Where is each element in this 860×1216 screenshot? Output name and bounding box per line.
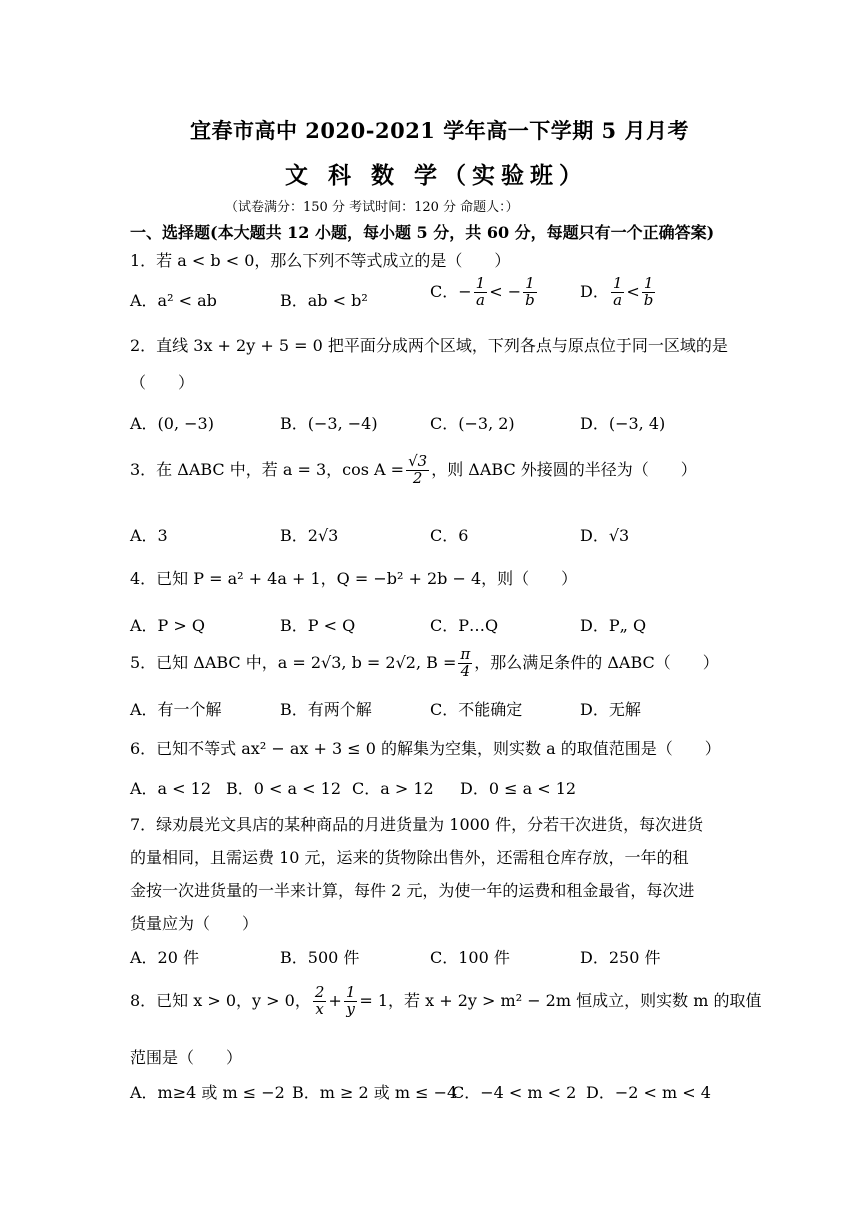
question-5-stem bbox=[130, 647, 719, 680]
q1-d-mid: < bbox=[626, 281, 640, 301]
q1-option-c bbox=[430, 276, 539, 309]
q2-option-d: D．(−3, 4) bbox=[580, 414, 666, 433]
q3-stem-pre: 3．在 ΔABC 中，若 a = 3，cos A = bbox=[130, 459, 405, 479]
q2-option-a: A．(0, −3) bbox=[130, 414, 214, 433]
q8-stem-post: = 1，若 x + 2y > m² − 2m 恒成立，则实数 m 的取值 bbox=[359, 990, 762, 1010]
question-3-stem bbox=[130, 454, 697, 487]
q5-option-b: B．有两个解 bbox=[280, 700, 372, 719]
q8-option-c: C．−4 < m < 2 bbox=[452, 1083, 577, 1102]
q5-frac bbox=[458, 647, 472, 680]
q7-option-b: B．500 件 bbox=[280, 948, 360, 967]
q3-option-a: A．3 bbox=[130, 526, 168, 545]
question-2-stem-cont: （ ） bbox=[130, 373, 195, 392]
q8-option-b: B．m ≥ 2 或 m ≤ −4 bbox=[292, 1083, 458, 1102]
q7-option-d: D．250 件 bbox=[580, 948, 661, 967]
q3-stem-post: ，则 ΔABC 外接圆的半径为（ ） bbox=[431, 459, 697, 479]
q5-stem-pre: 5．已知 ΔABC 中，a = 2√3, b = 2√2, B = bbox=[130, 652, 457, 672]
q8-plus: + bbox=[328, 990, 342, 1010]
frac-denominator: 4 bbox=[460, 661, 471, 680]
q6-option-d: D．0 ≤ a < 12 bbox=[460, 779, 577, 798]
frac-numerator: 2 bbox=[314, 983, 325, 1001]
frac-denominator: y bbox=[346, 999, 355, 1018]
question-7-line-2: 的量相同，且需运费 10 元，运来的货物除出售外，还需租仓库存放，一年的租 bbox=[130, 848, 689, 867]
page-subtitle: 文 科 数 学（实验班） bbox=[285, 162, 589, 189]
q1-option-a: A．a² < ab bbox=[130, 291, 217, 310]
question-1-stem: 1．若 a < b < 0，那么下列不等式成立的是（ ） bbox=[130, 251, 511, 270]
q4-option-a: A．P > Q bbox=[130, 616, 206, 635]
q8-frac-1 bbox=[313, 985, 327, 1018]
q3-option-c: C．6 bbox=[430, 526, 469, 545]
frac-numerator: 1 bbox=[475, 274, 486, 292]
q1-option-d bbox=[580, 276, 657, 309]
frac-numerator: 1 bbox=[345, 983, 356, 1001]
frac-denominator: a bbox=[475, 290, 485, 309]
q8-option-d: D．−2 < m < 4 bbox=[586, 1083, 711, 1102]
q4-option-b: B．P < Q bbox=[280, 616, 356, 635]
question-8-stem bbox=[130, 985, 761, 1018]
q1-d-frac-1 bbox=[611, 276, 625, 309]
q6-option-b: B．0 < a < 12 bbox=[226, 779, 341, 798]
q1-c-frac-2 bbox=[523, 276, 537, 309]
exam-info: （试卷满分：150 分 考试时间：120 分 命题人：） bbox=[225, 200, 519, 215]
frac-numerator: 1 bbox=[612, 274, 623, 292]
q8-stem-pre: 8．已知 x > 0，y > 0， bbox=[130, 990, 311, 1010]
frac-denominator: b bbox=[643, 290, 654, 309]
frac-denominator: x bbox=[315, 999, 324, 1018]
q3-option-b: B．2√3 bbox=[280, 526, 339, 545]
q5-option-a: A．有一个解 bbox=[130, 700, 222, 719]
frac-denominator: 2 bbox=[412, 468, 423, 487]
q1-c-frac-1 bbox=[474, 276, 488, 309]
q2-option-c: C．(−3, 2) bbox=[430, 414, 515, 433]
page-title: 宜春市高中 2020-2021 学年高一下学期 5 月月考 bbox=[190, 118, 689, 143]
question-8-stem-cont: 范围是（ ） bbox=[130, 1048, 243, 1067]
frac-numerator: 1 bbox=[642, 276, 656, 293]
question-2-stem: 2．直线 3x + 2y + 5 = 0 把平面分成两个区域，下列各点与原点位于同一区域的是 bbox=[130, 336, 728, 355]
q2-option-b: B．(−3, −4) bbox=[280, 414, 378, 433]
q1-option-c-label: C．− bbox=[430, 281, 472, 301]
q4-option-c: C．P…Q bbox=[430, 616, 499, 635]
q6-option-a: A．a < 12 bbox=[130, 779, 212, 798]
q8-option-a: A．m≥4 或 m ≤ −2 bbox=[130, 1083, 285, 1102]
frac-denominator: b bbox=[525, 290, 535, 309]
q1-c-mid: < − bbox=[489, 281, 522, 301]
section-heading: 一、选择题(本大题共 12 小题，每小题 5 分，共 60 分，每题只有一个正确答案) bbox=[130, 223, 715, 242]
question-7-line-1: 7．绿劝晨光文具店的某种商品的月进货量为 1000 件，分若干次进货，每次进货 bbox=[130, 815, 704, 834]
frac-numerator: π bbox=[460, 645, 471, 663]
q5-option-d: D．无解 bbox=[580, 700, 641, 719]
q8-frac-2 bbox=[344, 985, 358, 1018]
frac-numerator: √3 bbox=[408, 452, 428, 470]
q5-stem-post: ，那么满足条件的 ΔABC（ ） bbox=[474, 652, 719, 672]
q1-option-b: B．ab < b² bbox=[280, 291, 368, 310]
q1-d-frac-2 bbox=[642, 276, 656, 309]
q3-option-d: D．√3 bbox=[580, 526, 630, 545]
question-7-line-4: 货量应为（ ） bbox=[130, 914, 259, 933]
q4-option-d: D．P„ Q bbox=[580, 616, 647, 635]
q7-option-c: C．100 件 bbox=[430, 948, 510, 967]
q3-frac bbox=[406, 454, 429, 487]
frac-numerator: 1 bbox=[523, 276, 537, 293]
question-6-stem: 6．已知不等式 ax² − ax + 3 ≤ 0 的解集为空集，则实数 a 的取值范围是（ ） bbox=[130, 739, 721, 758]
q7-option-a: A．20 件 bbox=[130, 948, 200, 967]
q6-option-c: C．a > 12 bbox=[352, 779, 434, 798]
q5-option-c: C．不能确定 bbox=[430, 700, 523, 719]
q1-option-d-label: D． bbox=[580, 281, 609, 301]
frac-denominator: a bbox=[613, 290, 623, 309]
question-4-stem: 4．已知 P = a² + 4a + 1，Q = −b² + 2b − 4，则（ ） bbox=[130, 569, 578, 588]
question-7-line-3: 金按一次进货量的一半来计算，每件 2 元，为使一年的运费和租金最省，每次进 bbox=[130, 881, 695, 900]
